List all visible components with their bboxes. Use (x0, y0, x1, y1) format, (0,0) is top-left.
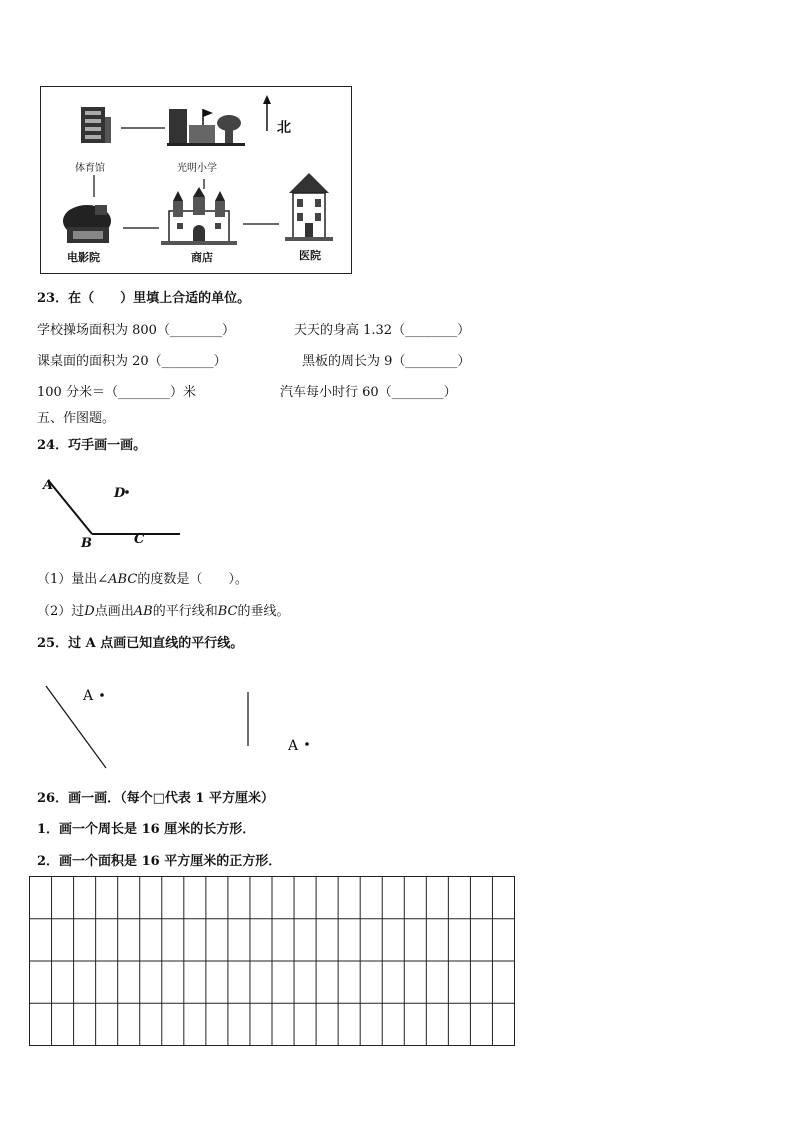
cinema-icon (57, 197, 121, 249)
connector-line (93, 175, 97, 199)
map-figure (40, 86, 352, 274)
q24-sub2-text: 的平行线和 (152, 604, 218, 619)
point-a1-label: A (83, 688, 94, 704)
point-a2-label: A (288, 738, 299, 754)
connector-line (123, 227, 163, 231)
angle-symbol: ∠ABC (97, 572, 138, 587)
q24-sub2 (37, 604, 289, 620)
north-label: 北 (277, 120, 291, 136)
math-var: BC (217, 604, 238, 619)
cinema-label: 电影院 (67, 251, 100, 264)
q23-item: 汽车每小时行 60（________） (280, 385, 457, 400)
point-a-label: A (43, 478, 54, 493)
q23-title: 23．在（ ）里填上合适的单位。 (37, 291, 251, 306)
hospital-label: 医院 (299, 249, 321, 262)
point-b-label: B (81, 536, 92, 551)
connector-line (243, 223, 283, 227)
section-heading: 五、作图题。 (37, 411, 116, 426)
vertical-line-figure (246, 692, 250, 748)
q26-item2: 2．画一个面积是 16 平方厘米的正方形． (37, 854, 282, 869)
q25-title: 25．过 A 点画已知直线的平行线。 (37, 636, 244, 651)
q24-sub2-text: 点画出 (94, 604, 134, 619)
math-var: D (84, 604, 95, 619)
stadium-icon (77, 103, 117, 149)
connector-line (121, 127, 171, 131)
q24-title: 24．巧手画一画。 (37, 438, 147, 453)
stadium-label: 体育馆 (75, 163, 105, 174)
q23-item: 100 分米＝（________）米 (37, 385, 196, 400)
q23-item: 黑板的周长为 9（________） (302, 354, 471, 369)
point-a2-dot (304, 741, 310, 747)
q24-sub1-text: 的度数是（ ）。 (137, 572, 248, 587)
hospital-icon (281, 171, 337, 245)
school-icon (167, 103, 247, 149)
q24-sub1 (37, 572, 248, 588)
point-a1-dot (99, 692, 105, 698)
shop-label: 商店 (191, 251, 213, 264)
q26-title: 26．画一画．（每个□代表 1 平方厘米） (37, 791, 274, 806)
math-var: AB (133, 604, 153, 619)
shop-icon (159, 187, 239, 247)
q24-sub1-text: （1）量出 (37, 572, 98, 587)
point-d-label: D (114, 486, 126, 501)
q23-item: 天天的身高 1.32（________） (294, 323, 471, 338)
q24-sub2-text: 的垂线。 (237, 604, 290, 619)
q26-item1: 1．画一个周长是 16 厘米的长方形． (37, 822, 256, 837)
point-c-label: C (134, 532, 145, 547)
q23-item: 学校操场面积为 800（________） (37, 323, 235, 338)
school-label: 光明小学 (177, 163, 217, 174)
square-grid (29, 876, 515, 1046)
slanted-line-figure (40, 682, 120, 772)
q23-item: 课桌面的面积为 20（________） (37, 354, 227, 369)
q24-sub2-text: （2）过 (37, 604, 85, 619)
